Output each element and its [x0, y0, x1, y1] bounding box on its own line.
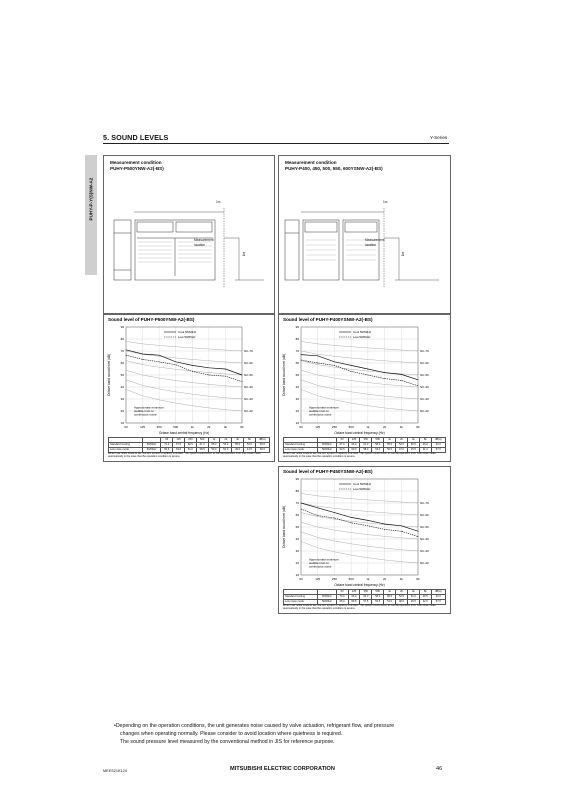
table-header-cell: 500	[372, 590, 384, 595]
nc-label: NC-30	[420, 549, 429, 553]
table-cell: 50/60Hz	[317, 443, 336, 448]
audible-limit-annotation: audible limit on	[309, 561, 330, 565]
data-point	[317, 355, 318, 356]
series-label: Y-Series	[430, 135, 448, 140]
y-tick-label: 90	[120, 325, 124, 329]
data-point	[126, 355, 127, 356]
series-line-low	[126, 355, 242, 381]
y-axis-label: Octave band sound level (dB)	[282, 506, 286, 548]
y-tick-label: 80	[295, 337, 299, 341]
nc-label: NC-20	[420, 561, 429, 565]
data-point	[418, 536, 419, 537]
nc-label: NC-20	[244, 409, 253, 413]
table-header-cell: dB(A)	[431, 590, 445, 595]
data-point	[225, 376, 226, 377]
x-tick-label: 125	[140, 425, 146, 429]
data-point	[401, 531, 402, 532]
data-point	[418, 531, 419, 532]
data-point	[368, 525, 369, 526]
data-point	[301, 509, 302, 510]
sound-chart-block-1	[103, 314, 275, 462]
x-tick-label: 8k	[416, 577, 420, 581]
table-cell: 58.0	[372, 443, 384, 448]
table-header-cell: 8k	[419, 438, 431, 443]
nc-curve	[301, 370, 418, 387]
table-cell: 62.0	[431, 595, 445, 600]
x-tick-label: 1k	[190, 425, 194, 429]
x-tick-label: 1k	[366, 577, 370, 581]
table-cell: 67.5	[173, 443, 185, 448]
data-point	[401, 380, 402, 381]
data-point	[384, 372, 385, 373]
table-header-cell: 8k	[244, 438, 256, 443]
nc-label: NC-60	[420, 361, 429, 365]
data-point	[368, 369, 369, 370]
nc-label: NC-40	[244, 385, 253, 389]
page-number: 46	[436, 766, 443, 772]
table-cell: 46.5	[407, 600, 419, 605]
x-axis-label: Octave band central frequency (Hz)	[334, 431, 385, 435]
table-cell: 51.0	[407, 595, 419, 600]
table-cell: 58.0	[372, 595, 384, 600]
table-note: When Low noise mode is set, the A/C system's capacity is limited. The system could return to normal operation from Low noise mode automatically in the case that the operation condition is severe.	[283, 452, 436, 459]
table-header-cell: 250	[184, 438, 196, 443]
legend-low: Low 50/60Hz	[353, 487, 371, 491]
table-cell: 44.5	[244, 448, 256, 453]
unit-diagram-1	[104, 178, 274, 308]
y-tick-label: 50	[120, 373, 124, 377]
x-tick-label: 4k	[223, 425, 228, 429]
data-point	[242, 381, 243, 382]
data-point	[192, 365, 193, 366]
table-cell: 53.0	[208, 448, 220, 453]
table-header-cell: 63	[336, 590, 348, 595]
table-header-cell: 500	[372, 438, 384, 443]
y-tick-label: 50	[295, 373, 299, 377]
audible-limit-annotation: continuous noise	[134, 412, 157, 417]
sound-level-chart	[279, 467, 450, 597]
table-header-cell: 500	[196, 438, 208, 443]
y-tick-label: 20	[120, 409, 124, 413]
table-cell: 48.0	[396, 600, 408, 605]
table-header-cell: 8k	[419, 590, 431, 595]
table-cell: 65.0	[336, 600, 348, 605]
x-tick-label: 250	[156, 425, 162, 429]
nc-curve	[301, 351, 418, 363]
nc-curve	[301, 341, 418, 351]
nc-label: NC-70	[244, 349, 253, 353]
x-tick-label: 63	[124, 425, 128, 429]
table-cell: 50.5	[407, 443, 419, 448]
table-cell: 70.0	[336, 595, 348, 600]
y-tick-label: 40	[120, 385, 124, 389]
table-cell: 55.5	[384, 595, 396, 600]
legend-low: Low 50/60Hz	[178, 335, 196, 339]
dim-top-label: 1m	[383, 200, 388, 204]
data-point	[175, 361, 176, 362]
nc-label: NC-70	[420, 501, 429, 505]
data-point	[242, 375, 243, 376]
y-tick-label: 70	[295, 501, 299, 505]
measurement-model: PUHY-P500YNW-A2(-BS)	[110, 166, 164, 171]
sound-chart-block-3	[278, 466, 451, 614]
data-point	[334, 365, 335, 366]
series-line-cool	[126, 350, 242, 375]
nc-curve	[301, 493, 418, 503]
nc-curve	[301, 503, 418, 515]
x-axis-label: Octave band central frequency (Hz)	[334, 583, 385, 587]
table-cell: 53.5	[372, 600, 384, 605]
data-point	[142, 354, 143, 355]
x-tick-label: 63	[299, 577, 303, 581]
table-cell: 50.0	[220, 448, 232, 453]
x-tick-label: 1k	[366, 425, 370, 429]
sound-chart-block-2	[278, 314, 451, 462]
data-point	[175, 364, 176, 365]
measurement-title: Measurement condition	[285, 160, 337, 165]
x-axis-label: Octave band central frequency (Hz)	[158, 431, 210, 435]
table-cell: Low noise mode	[284, 448, 318, 453]
table-cell: 58.0	[360, 448, 372, 453]
table-header-cell: 4k	[407, 438, 419, 443]
table-cell: 50.0	[384, 448, 396, 453]
table-cell: 52.5	[396, 595, 408, 600]
legend-cool: Cool 50/60Hz	[178, 330, 197, 334]
data-point	[209, 367, 210, 368]
dim-side-label: 1m	[242, 251, 247, 257]
table-cell: 67.0	[336, 443, 348, 448]
table-cell: 66.5	[184, 443, 196, 448]
x-tick-label: 250	[331, 425, 337, 429]
data-point	[317, 515, 318, 516]
nc-label: NC-40	[420, 537, 429, 541]
x-tick-label: 250	[331, 577, 337, 581]
y-tick-label: 70	[120, 349, 124, 353]
y-tick-label: 30	[120, 397, 124, 401]
sound-level-table	[283, 437, 446, 453]
table-header-cell: 2k	[396, 438, 408, 443]
y-tick-label: 90	[295, 477, 299, 481]
data-point	[317, 363, 318, 364]
table-cell: 63.0	[173, 448, 185, 453]
table-cell: 60.0	[348, 448, 360, 453]
table-cell: 62.5	[336, 448, 348, 453]
table-header-cell: 125	[173, 438, 185, 443]
data-point	[317, 507, 318, 508]
table-cell: 61.0	[360, 443, 372, 448]
data-point	[401, 525, 402, 526]
table-cell: 57.0	[431, 600, 445, 605]
y-tick-label: 80	[120, 337, 124, 341]
table-cell: 45.5	[407, 448, 419, 453]
table-header-cell: 63	[336, 438, 348, 443]
x-tick-label: 500	[348, 425, 354, 429]
nc-curve	[301, 522, 418, 539]
table-cell: 56.0	[220, 443, 232, 448]
table-header-cell: 250	[360, 590, 372, 595]
y-tick-label: 40	[295, 385, 299, 389]
data-point	[159, 355, 160, 356]
measurement-location-label: Measurement	[194, 238, 214, 242]
data-point	[301, 354, 302, 355]
measurement-title: Measurement condition	[110, 160, 162, 165]
measurement-box-2	[278, 155, 451, 314]
sound-level-chart	[104, 315, 274, 445]
x-tick-label: 500	[348, 577, 354, 581]
table-header-cell: 1k	[384, 438, 396, 443]
chart-title: Sound level of PUHY-P400YSNW-A2(-BS)	[283, 317, 373, 322]
nc-curve	[301, 361, 418, 375]
table-cell: 47.0	[396, 448, 408, 453]
audible-limit-annotation: continuous noise	[309, 564, 332, 569]
table-cell: 62.0	[360, 595, 372, 600]
nc-curve	[126, 370, 242, 387]
nc-label: NC-50	[420, 525, 429, 529]
x-tick-label: 125	[315, 577, 321, 581]
y-tick-label: 30	[295, 549, 299, 553]
y-tick-label: 40	[295, 537, 299, 541]
table-header-cell: 2k	[220, 438, 232, 443]
audible-limit-annotation: audible limit on	[309, 409, 330, 413]
x-tick-label: 4k	[399, 577, 403, 581]
table-header-cell: 4k	[232, 438, 244, 443]
y-axis-label: Octave band sound level (dB)	[282, 354, 286, 396]
legend-cool: Cool 50/60Hz	[353, 330, 372, 334]
side-tab-label: PUHY-P-Y(S)NW-A2	[88, 177, 94, 221]
nc-label: NC-50	[420, 373, 429, 377]
y-tick-label: 10	[295, 421, 299, 425]
nc-label: NC-60	[420, 513, 429, 517]
table-cell: 50/60Hz	[317, 448, 336, 453]
note-line-3: The sound pressure level measured by the conventional method in JIS for reference purpose.	[120, 739, 335, 745]
unit-side-view-2	[285, 220, 299, 280]
doc-code: MEES21K124	[103, 769, 127, 773]
nc-label: NC-40	[420, 385, 429, 389]
nc-curve	[301, 513, 418, 527]
y-tick-label: 60	[295, 361, 299, 365]
data-point	[418, 385, 419, 386]
data-point	[384, 378, 385, 379]
x-tick-label: 2k	[382, 425, 387, 429]
table-cell: 49.0	[232, 448, 244, 453]
sound-level-chart	[279, 315, 450, 445]
audible-limit-annotation: Approximate minimum	[134, 405, 164, 410]
data-point	[209, 375, 210, 376]
y-tick-label: 70	[295, 349, 299, 353]
table-note: When Low noise mode is set, the A/C system's capacity is limited. The system could return to normal operation from Low noise mode automatically in the case that the operation condition is severe.	[108, 452, 261, 459]
table-cell: 61.0	[196, 443, 208, 448]
table-cell: 50.0	[244, 443, 256, 448]
data-point	[159, 361, 160, 362]
legend-cool: Cool 50/60Hz	[353, 482, 372, 486]
y-axis-label: Octave band sound level (dB)	[107, 354, 111, 396]
data-point	[351, 365, 352, 366]
y-tick-label: 30	[295, 397, 299, 401]
table-header-cell: 2k	[396, 590, 408, 595]
x-tick-label: 4k	[399, 425, 403, 429]
table-cell: 65.0	[255, 443, 269, 448]
nc-label: NC-70	[420, 349, 429, 353]
company-name: MITSUBISHI ELECTRIC CORPORATION	[230, 766, 335, 772]
series-line-cool	[301, 355, 418, 380]
table-cell: 59.5	[348, 600, 360, 605]
table-cell: 58.5	[196, 448, 208, 453]
x-tick-label: 500	[173, 425, 179, 429]
table-cell: 66.0	[348, 443, 360, 448]
table-cell: 46.0	[419, 443, 431, 448]
table-cell: 50/60Hz	[142, 443, 161, 448]
table-header-cell: 1k	[384, 590, 396, 595]
series-line-low	[301, 360, 418, 386]
nc-label: NC-50	[244, 373, 253, 377]
data-point	[384, 529, 385, 530]
data-point	[418, 379, 419, 380]
series-line-low	[301, 509, 418, 537]
data-point	[368, 375, 369, 376]
data-point	[351, 522, 352, 523]
table-cell: 62.0	[431, 443, 445, 448]
table-cell: 66.0	[348, 595, 360, 600]
data-point	[384, 524, 385, 525]
x-tick-label: 8k	[416, 425, 420, 429]
table-cell: 46.5	[419, 595, 431, 600]
table-cell: 41.0	[419, 448, 431, 453]
x-tick-label: 8k	[240, 425, 244, 429]
table-note: When Low noise mode is set, the A/C system's capacity is limited. The system could return to normal operation from Low noise mode automatically in the case that the operation condition is severe.	[283, 604, 436, 611]
y-tick-label: 20	[295, 409, 299, 413]
y-tick-label: 20	[295, 561, 299, 565]
legend-low: Low 50/60Hz	[353, 335, 371, 339]
y-tick-label: 60	[295, 513, 299, 517]
table-header-cell: dB(A)	[431, 438, 445, 443]
x-tick-label: 63	[299, 425, 303, 429]
table-cell: 52.0	[396, 443, 408, 448]
x-tick-label: 125	[315, 425, 321, 429]
data-point	[225, 369, 226, 370]
table-cell: 66.5	[161, 448, 173, 453]
table-cell: 50/60Hz	[317, 595, 336, 600]
measurement-location-label-2: location	[365, 243, 376, 247]
sound-level-table	[108, 437, 270, 453]
table-cell: 60.0	[255, 448, 269, 453]
measurement-location-label-2: location	[194, 243, 205, 247]
nc-label: NC-20	[420, 409, 429, 413]
data-point	[142, 359, 143, 360]
x-tick-label: 2k	[382, 577, 387, 581]
table-cell: 50/60Hz	[142, 448, 161, 453]
data-point	[351, 371, 352, 372]
measurement-location-label: Measurement	[365, 238, 385, 242]
audible-limit-annotation: audible limit on	[134, 409, 155, 413]
data-point	[368, 520, 369, 521]
table-cell: Low noise mode	[109, 448, 143, 453]
audible-limit-annotation: Approximate minimum	[309, 557, 339, 562]
data-point	[301, 503, 302, 504]
table-header-cell: 250	[360, 438, 372, 443]
unit-side-view	[114, 220, 131, 280]
chart-title: Sound level of PUHY-P500YNW-A2(-BS)	[108, 317, 195, 322]
note-line-1: •Depending on the operation conditions, the unit generates noise caused by valve actuation, refrigerant flow, and pressure	[114, 723, 395, 729]
note-line-2: changes when operating normally. Please consider to avoid location where quietness is required.	[120, 731, 343, 737]
measurement-box-1	[103, 155, 275, 314]
data-point	[192, 371, 193, 372]
nc-curve	[126, 351, 242, 363]
y-tick-label: 10	[120, 421, 124, 425]
table-cell: Low noise mode	[284, 600, 318, 605]
nc-label: NC-30	[244, 397, 253, 401]
y-tick-label: 50	[295, 525, 299, 529]
measurement-model: PUHY-P400, 450, 500, 550, 600YSNW-A2(-BS)	[285, 166, 383, 171]
audible-limit-annotation: Approximate minimum	[309, 405, 339, 410]
table-cell: 61.0	[184, 448, 196, 453]
audible-limit-annotation: continuous noise	[309, 412, 332, 417]
data-point	[301, 360, 302, 361]
table-header-cell: 125	[348, 438, 360, 443]
y-tick-label: 60	[120, 361, 124, 365]
table-header-cell: 63	[161, 438, 173, 443]
table-header-cell: 125	[348, 590, 360, 595]
dim-top-label: 1m	[216, 200, 221, 204]
y-tick-label: 80	[295, 489, 299, 493]
data-point	[334, 518, 335, 519]
notes-paragraph	[114, 722, 444, 746]
table-cell: Standard Cooling	[109, 443, 143, 448]
table-cell: 50/60Hz	[317, 600, 336, 605]
data-point	[334, 361, 335, 362]
nc-label: NC-60	[244, 361, 253, 365]
table-cell: 57.5	[360, 600, 372, 605]
table-cell: Standard Cooling	[284, 595, 318, 600]
table-cell: 55.0	[232, 443, 244, 448]
y-tick-label: 10	[295, 573, 299, 577]
table-cell: 55.0	[384, 443, 396, 448]
x-tick-label: 2k	[207, 425, 211, 429]
header-rule	[103, 143, 449, 144]
table-cell: 57.0	[431, 448, 445, 453]
table-cell: 71.0	[161, 443, 173, 448]
section-title: 5. SOUND LEVELS	[103, 133, 169, 142]
table-header-cell: dB(A)	[255, 438, 269, 443]
table-header-cell: 4k	[407, 590, 419, 595]
data-point	[351, 517, 352, 518]
data-point	[126, 349, 127, 350]
sound-level-table	[283, 589, 446, 605]
nc-curve	[126, 341, 242, 351]
table-cell: Standard Cooling	[284, 443, 318, 448]
table-cell: 42.0	[419, 600, 431, 605]
y-tick-label: 90	[295, 325, 299, 329]
dim-side-label: 1m	[401, 251, 406, 257]
nc-label: NC-30	[420, 397, 429, 401]
table-cell: 58.0	[208, 443, 220, 448]
table-cell: 53.0	[372, 448, 384, 453]
table-header-cell: 1k	[208, 438, 220, 443]
data-point	[401, 374, 402, 375]
table-cell: 51.0	[384, 600, 396, 605]
data-point	[334, 512, 335, 513]
chart-title: Sound level of PUHY-P450YSNW-A2(-BS)	[283, 469, 373, 474]
